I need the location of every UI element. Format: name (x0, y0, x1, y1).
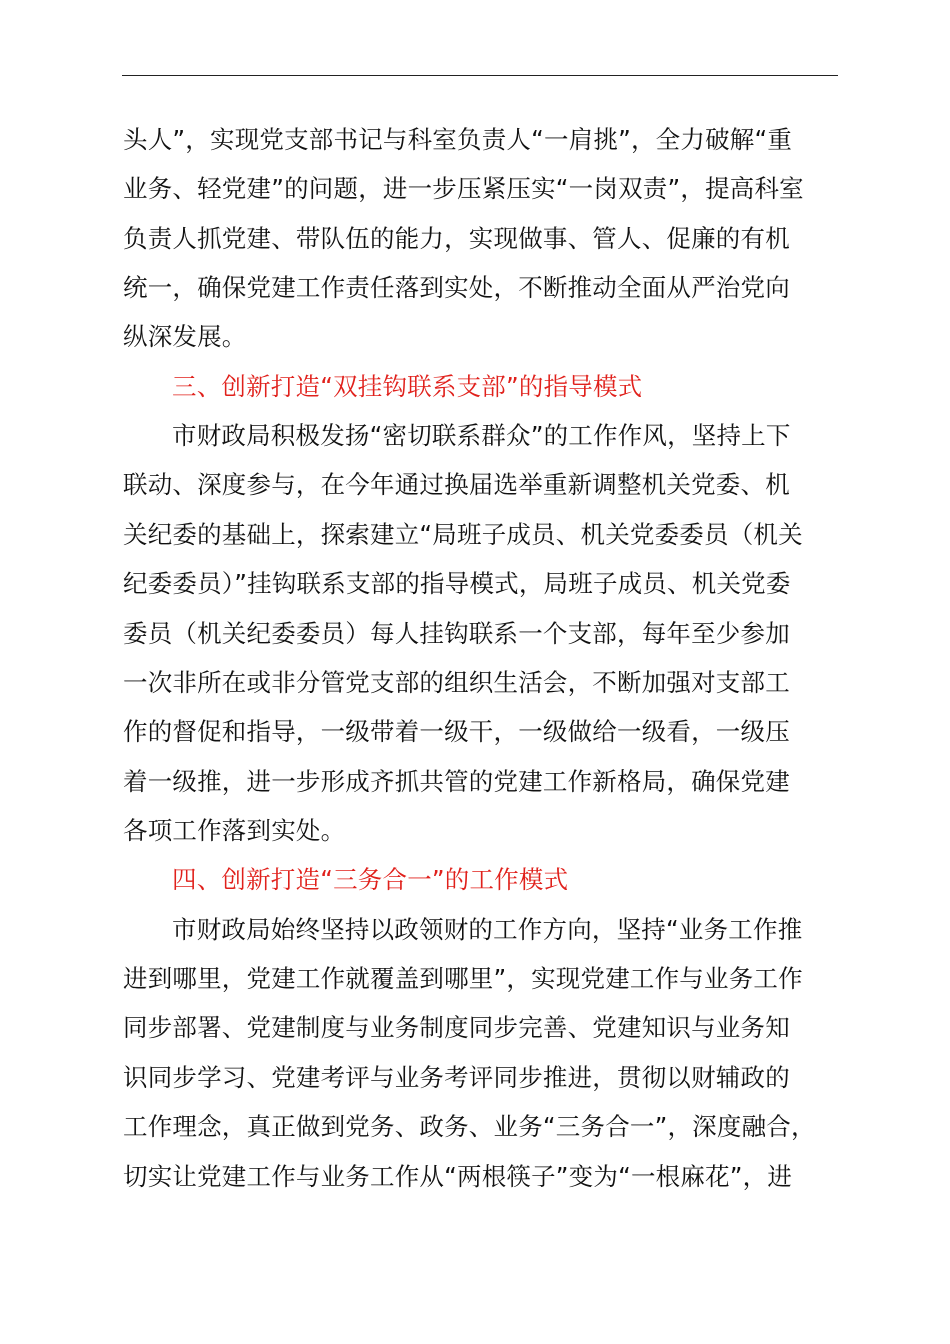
paragraph-line: 联动、深度参与，在今年通过换届选举重新调整机关党委、机 (123, 470, 790, 499)
paragraph-line: 市财政局始终坚持以政领财的工作方向，坚持“业务工作推 (172, 915, 803, 944)
paragraph-line: 工作理念，真正做到党务、政务、业务“三务合一”，深度融合， (123, 1112, 816, 1141)
paragraph-line: 委员（机关纪委委员）每人挂钩联系一个支部，每年至少参加 (123, 619, 790, 648)
paragraph-line: 关纪委的基础上，探索建立“局班子成员、机关党委委员（机关 (123, 520, 803, 549)
paragraph-line: 着一级推，进一步形成齐抓共管的党建工作新格局，确保党建 (123, 767, 790, 796)
paragraph-line: 同步部署、党建制度与业务制度同步完善、党建知识与业务知 (123, 1013, 790, 1042)
paragraph-line: 切实让党建工作与业务工作从“两根筷子”变为“一根麻花”，进 (123, 1162, 793, 1191)
paragraph-line: 作的督促和指导，一级带着一级干，一级做给一级看，一级压 (123, 717, 790, 746)
paragraph-line: 进到哪里，党建工作就覆盖到哪里”，实现党建工作与业务工作 (123, 964, 803, 993)
paragraph-line: 纵深发展。 (123, 322, 247, 351)
header-rule (122, 75, 838, 76)
paragraph-line: 一次非所在或非分管党支部的组织生活会，不断加强对支部工 (123, 668, 790, 697)
section-heading-four: 四、创新打造“三务合一”的工作模式 (172, 865, 569, 894)
paragraph-line: 业务、轻党建”的问题，进一步压紧压实“一岗双责”，提高科室 (123, 174, 804, 203)
paragraph-line: 识同步学习、党建考评与业务考评同步推进，贯彻以财辅政的 (123, 1063, 790, 1092)
paragraph-line: 各项工作落到实处。 (123, 816, 346, 845)
paragraph-line: 统一，确保党建工作责任落到实处，不断推动全面从严治党向 (123, 273, 790, 302)
paragraph-line: 头人”，实现党支部书记与科室负责人“一肩挑”，全力破解“重 (123, 125, 793, 154)
section-heading-three: 三、创新打造“双挂钩联系支部”的指导模式 (172, 372, 643, 401)
paragraph-line: 市财政局积极发扬“密切联系群众”的工作作风，坚持上下 (172, 421, 791, 450)
paragraph-line: 负责人抓党建、带队伍的能力，实现做事、管人、促廉的有机 (123, 224, 790, 253)
paragraph-line: 纪委委员）”挂钩联系支部的指导模式，局班子成员、机关党委 (123, 569, 791, 598)
